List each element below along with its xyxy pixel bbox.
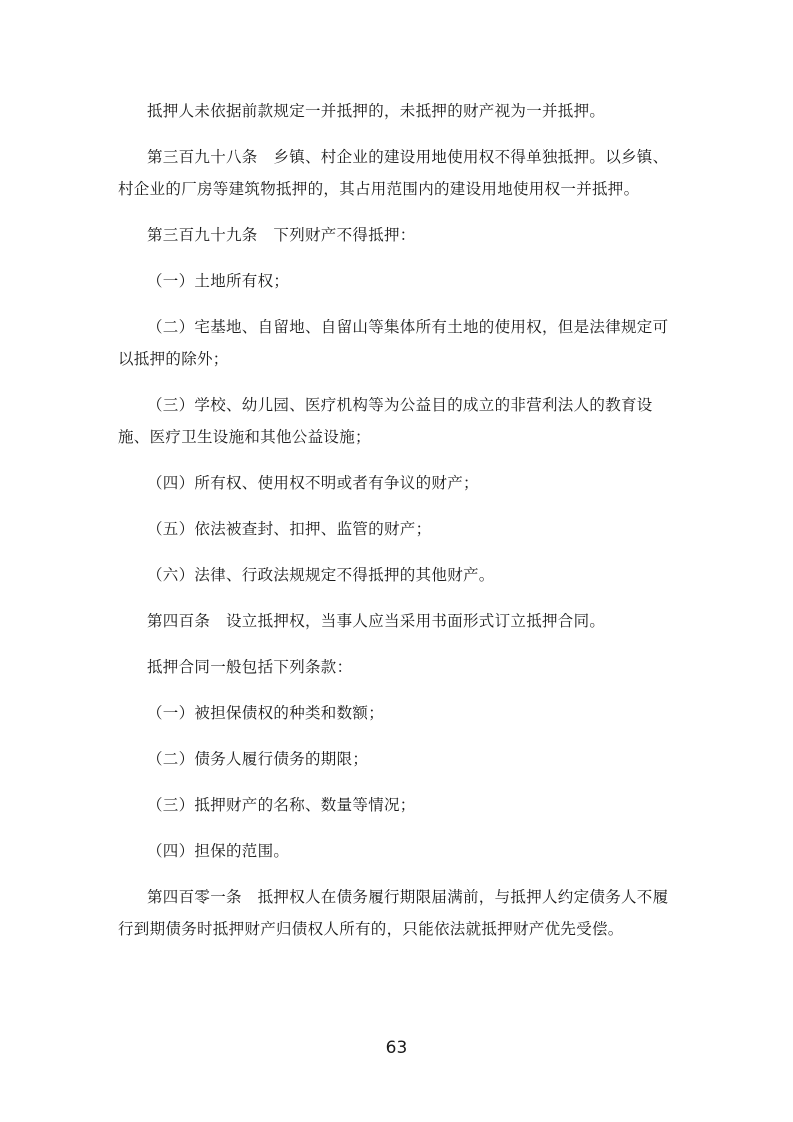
page-number: 63 — [385, 1038, 408, 1058]
article-399-item-5: （五）依法被查封、扣押、监管的财产； — [147, 520, 432, 538]
article-399-item-3: （三）学校、幼儿园、医疗机构等为公益目的成立的非营利法人的教育设施、医疗卫生设施和其他公益设施； — [118, 396, 653, 446]
article-399: 第三百九十九条 下列财产不得抵押： — [147, 226, 416, 244]
article-399-item-1: （一）土地所有权； — [147, 272, 290, 290]
article-400-clause-2: （二）债务人履行债务的期限； — [147, 750, 369, 768]
article-400-clauses-intro: 抵押合同一般包括下列条款： — [147, 658, 353, 676]
article-400: 第四百条 设立抵押权，当事人应当采用书面形式订立抵押合同。 — [147, 612, 606, 630]
article-400-clause-1: （一）被担保债权的种类和数额； — [147, 704, 385, 722]
article-399-item-2: （二）宅基地、自留地、自留山等集体所有土地的使用权，但是法律规定可以抵押的除外； — [118, 318, 669, 368]
article-398: 第三百九十八条 乡镇、村企业的建设用地使用权不得单独抵押。以乡镇、村企业的厂房等建筑物抵押的，其占用范围内的建设用地使用权一并抵押。 — [118, 148, 669, 198]
article-401: 第四百零一条 抵押权人在债务履行期限届满前，与抵押人约定债务人不履行到期债务时抵押财产归债权人所有的，只能依法就抵押财产优先受偿。 — [118, 888, 669, 938]
article-400-clause-3: （三）抵押财产的名称、数量等情况； — [147, 796, 416, 814]
paragraph-1: 抵押人未依据前款规定一并抵押的，未抵押的财产视为一并抵押。 — [147, 102, 606, 120]
article-400-clause-4: （四）担保的范围。 — [147, 842, 290, 860]
body-text — [118, 95, 678, 959]
article-399-item-6: （六）法律、行政法规规定不得抵押的其他财产。 — [147, 566, 495, 584]
article-399-item-4: （四）所有权、使用权不明或者有争议的财产； — [147, 474, 479, 492]
